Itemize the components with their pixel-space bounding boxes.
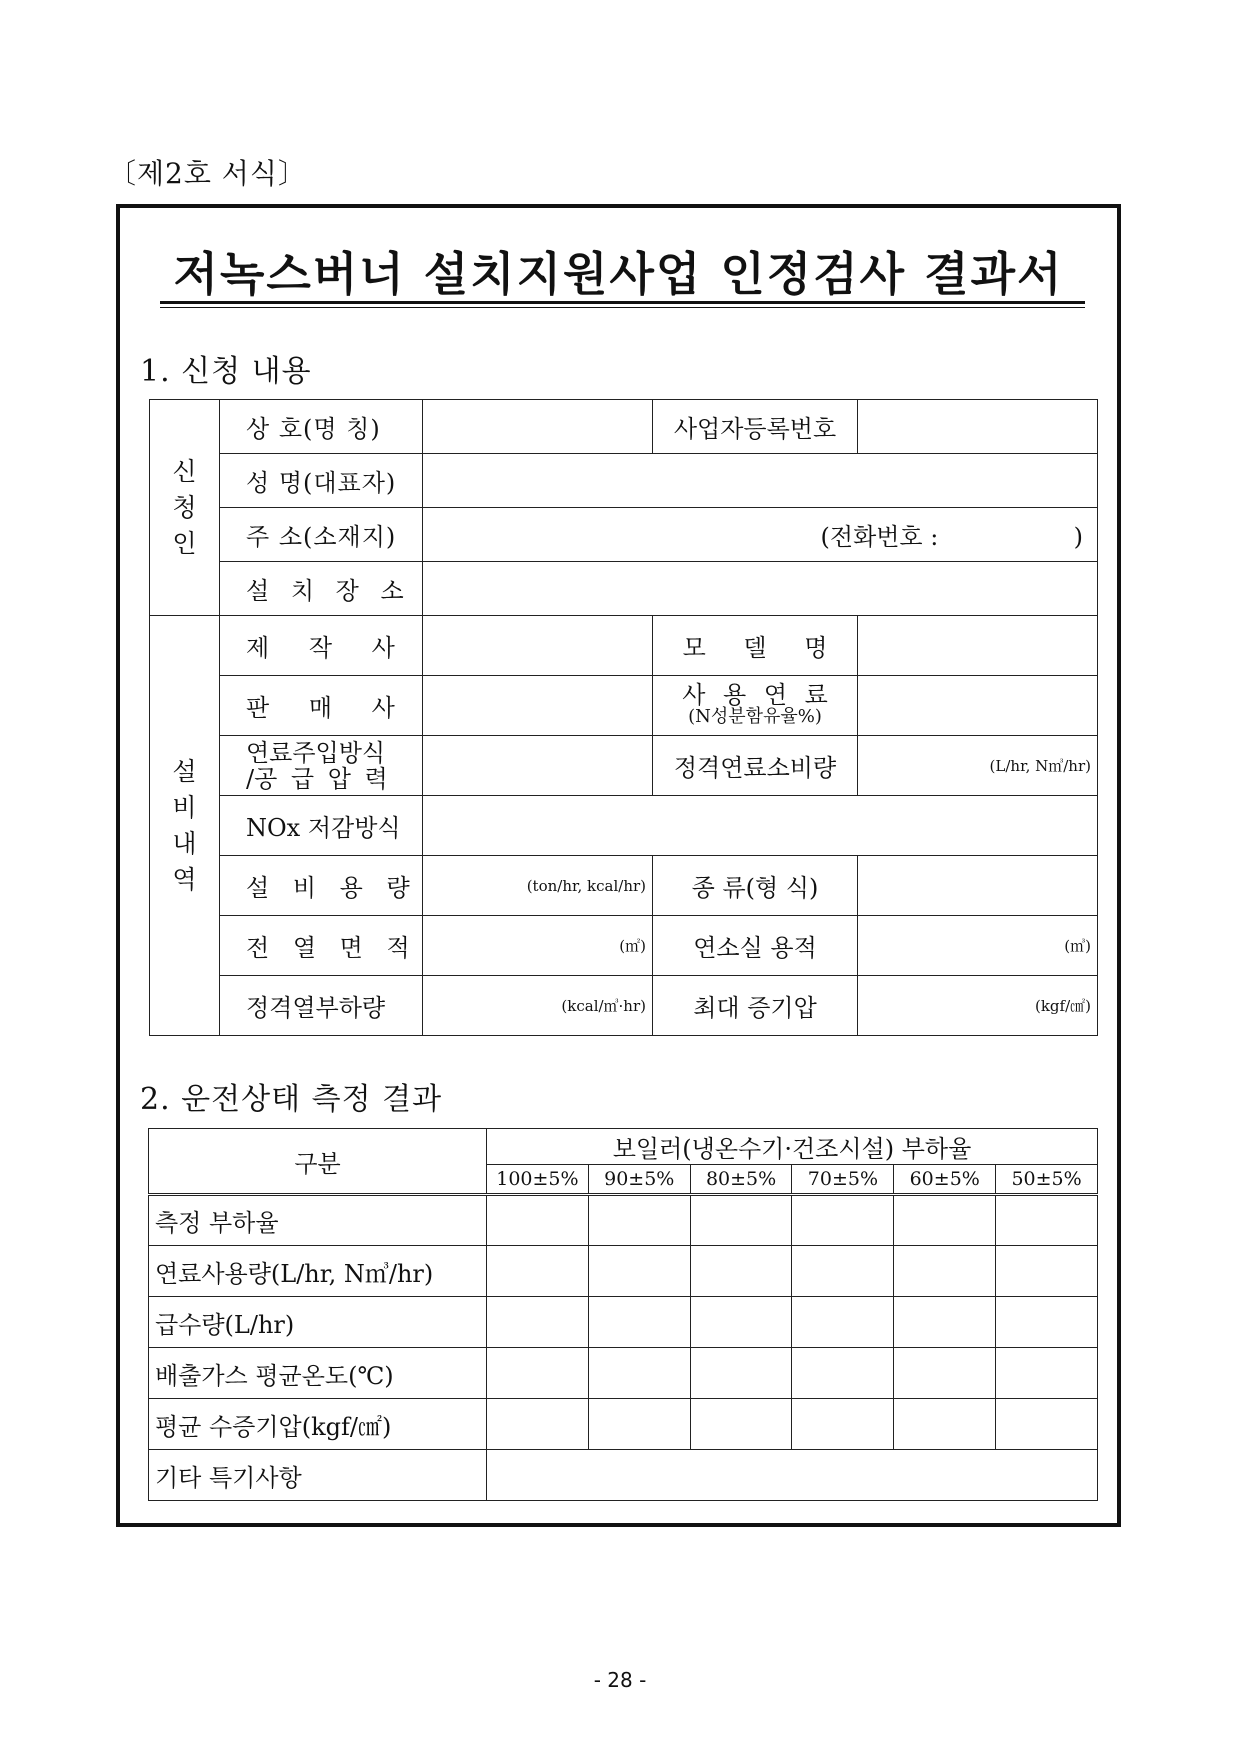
row-label: 연료사용량(L/hr, N㎥/hr) <box>149 1246 487 1297</box>
form-number-label: 〔제2호 서식〕 <box>108 157 307 190</box>
company-name-label: 상 호(명 칭) <box>220 400 423 454</box>
fuel-injection-label <box>220 736 423 796</box>
value-cell[interactable] <box>792 1348 894 1399</box>
rated-fuel-consumption-unit[interactable]: (L/hr, N㎥/hr) <box>858 736 1098 796</box>
rated-heat-load-label: 정격열부하량 <box>220 976 423 1036</box>
seller-field[interactable] <box>423 676 653 736</box>
load-col-70: 70±5% <box>792 1165 894 1195</box>
load-col-100: 100±5% <box>487 1165 589 1195</box>
value-cell[interactable] <box>690 1348 792 1399</box>
business-reg-no-field[interactable] <box>858 400 1098 454</box>
capacity-unit[interactable]: (ton/hr, kcal/hr) <box>423 856 653 916</box>
value-cell[interactable] <box>792 1399 894 1450</box>
title-underline-thin <box>160 307 1085 308</box>
category-header: 구분 <box>149 1129 487 1195</box>
value-cell[interactable] <box>588 1297 690 1348</box>
heat-area-unit[interactable]: (㎡) <box>423 916 653 976</box>
install-location-label: 설 치 장 소 <box>220 562 423 616</box>
page-number: - 28 - <box>593 1668 647 1692</box>
row-label: 급수량(L/hr) <box>149 1297 487 1348</box>
manufacturer-label: 제 작 사 <box>220 616 423 676</box>
model-name-field[interactable] <box>858 616 1098 676</box>
company-name-field[interactable] <box>423 400 653 454</box>
value-cell[interactable] <box>894 1399 996 1450</box>
applicant-group-label: 신 청 인 <box>150 400 220 616</box>
table-row <box>149 1195 1098 1246</box>
row-label: 기타 특기사항 <box>149 1450 487 1501</box>
load-rate-header: 보일러(냉온수기·건조시설) 부하율 <box>487 1129 1098 1165</box>
capacity-label: 설 비 용 량 <box>220 856 423 916</box>
nox-reduction-label: NOx 저감방식 <box>220 796 423 856</box>
furnace-volume-unit[interactable]: (㎥) <box>858 916 1098 976</box>
value-cell[interactable] <box>690 1297 792 1348</box>
table-row <box>149 1246 1098 1297</box>
fuel-used-label <box>653 676 858 736</box>
value-cell[interactable] <box>894 1348 996 1399</box>
phone-close: ) <box>1073 523 1083 551</box>
value-cell[interactable] <box>690 1399 792 1450</box>
fuel-injection-field[interactable] <box>423 736 653 796</box>
max-steam-pressure-label: 최대 증기압 <box>653 976 858 1036</box>
install-location-field[interactable] <box>423 562 1098 616</box>
document-frame <box>116 204 1121 1527</box>
table-row <box>149 1450 1098 1501</box>
value-cell[interactable] <box>792 1195 894 1246</box>
value-cell[interactable] <box>588 1195 690 1246</box>
value-cell[interactable] <box>690 1195 792 1246</box>
section1-heading: 1. 신청 내용 <box>140 354 312 389</box>
value-cell[interactable] <box>690 1246 792 1297</box>
seller-label: 판 매 사 <box>220 676 423 736</box>
load-col-60: 60±5% <box>894 1165 996 1195</box>
value-cell[interactable] <box>487 1297 589 1348</box>
value-cell[interactable] <box>894 1297 996 1348</box>
table-row <box>149 1399 1098 1450</box>
row-label: 측정 부하율 <box>149 1195 487 1246</box>
value-cell[interactable] <box>487 1246 589 1297</box>
business-reg-no-label: 사업자등록번호 <box>653 400 858 454</box>
title-underline <box>160 301 1085 304</box>
value-cell[interactable] <box>588 1246 690 1297</box>
section2-heading: 2. 운전상태 측정 결과 <box>140 1082 443 1117</box>
application-table <box>149 399 1098 1036</box>
table-row <box>149 1348 1098 1399</box>
representative-field[interactable] <box>423 454 1098 508</box>
value-cell[interactable] <box>487 1399 589 1450</box>
phone-label: (전화번호 : <box>820 523 939 551</box>
load-col-80: 80±5% <box>690 1165 792 1195</box>
fuel-used-field[interactable] <box>858 676 1098 736</box>
row-label: 배출가스 평균온도(℃) <box>149 1348 487 1399</box>
table-row <box>149 1297 1098 1348</box>
value-cell[interactable] <box>894 1195 996 1246</box>
model-name-label: 모 델 명 <box>653 616 858 676</box>
type-label: 종 류(형 식) <box>653 856 858 916</box>
load-col-50: 50±5% <box>996 1165 1098 1195</box>
value-cell[interactable] <box>487 1348 589 1399</box>
fuel-injection-line2: /공 급 압 력 <box>246 764 388 793</box>
manufacturer-field[interactable] <box>423 616 653 676</box>
heat-area-label: 전 열 면 적 <box>220 916 423 976</box>
row-label: 평균 수증기압(kgf/㎠) <box>149 1399 487 1450</box>
value-cell[interactable] <box>792 1246 894 1297</box>
value-cell[interactable] <box>996 1195 1098 1246</box>
value-cell[interactable] <box>792 1297 894 1348</box>
value-cell[interactable] <box>996 1297 1098 1348</box>
address-label: 주 소(소재지) <box>220 508 423 562</box>
load-col-90: 90±5% <box>588 1165 690 1195</box>
rated-heat-load-unit[interactable]: (kcal/㎥·hr) <box>423 976 653 1036</box>
max-steam-pressure-unit[interactable]: (kgf/㎠) <box>858 976 1098 1036</box>
remarks-cell[interactable] <box>487 1450 1098 1501</box>
value-cell[interactable] <box>996 1246 1098 1297</box>
equipment-group-label: 설 비 내 역 <box>150 616 220 1036</box>
value-cell[interactable] <box>894 1246 996 1297</box>
type-field[interactable] <box>858 856 1098 916</box>
value-cell[interactable] <box>588 1399 690 1450</box>
document-title: 저녹스버너 설치지원사업 인정검사 결과서 <box>173 247 1064 301</box>
furnace-volume-label: 연소실 용적 <box>653 916 858 976</box>
address-field[interactable] <box>423 508 1098 562</box>
fuel-used-main: 사 용 연 료 <box>682 680 828 709</box>
operation-results-table <box>148 1128 1098 1501</box>
nox-reduction-field[interactable] <box>423 796 1098 856</box>
value-cell[interactable] <box>996 1348 1098 1399</box>
representative-label: 성 명(대표자) <box>220 454 423 508</box>
fuel-used-sub: (N성분함유율%) <box>688 705 822 727</box>
value-cell[interactable] <box>588 1348 690 1399</box>
fuel-injection-line1: 연료주입방식 <box>246 738 386 767</box>
value-cell[interactable] <box>996 1399 1098 1450</box>
value-cell[interactable] <box>487 1195 589 1246</box>
rated-fuel-consumption-label: 정격연료소비량 <box>653 736 858 796</box>
